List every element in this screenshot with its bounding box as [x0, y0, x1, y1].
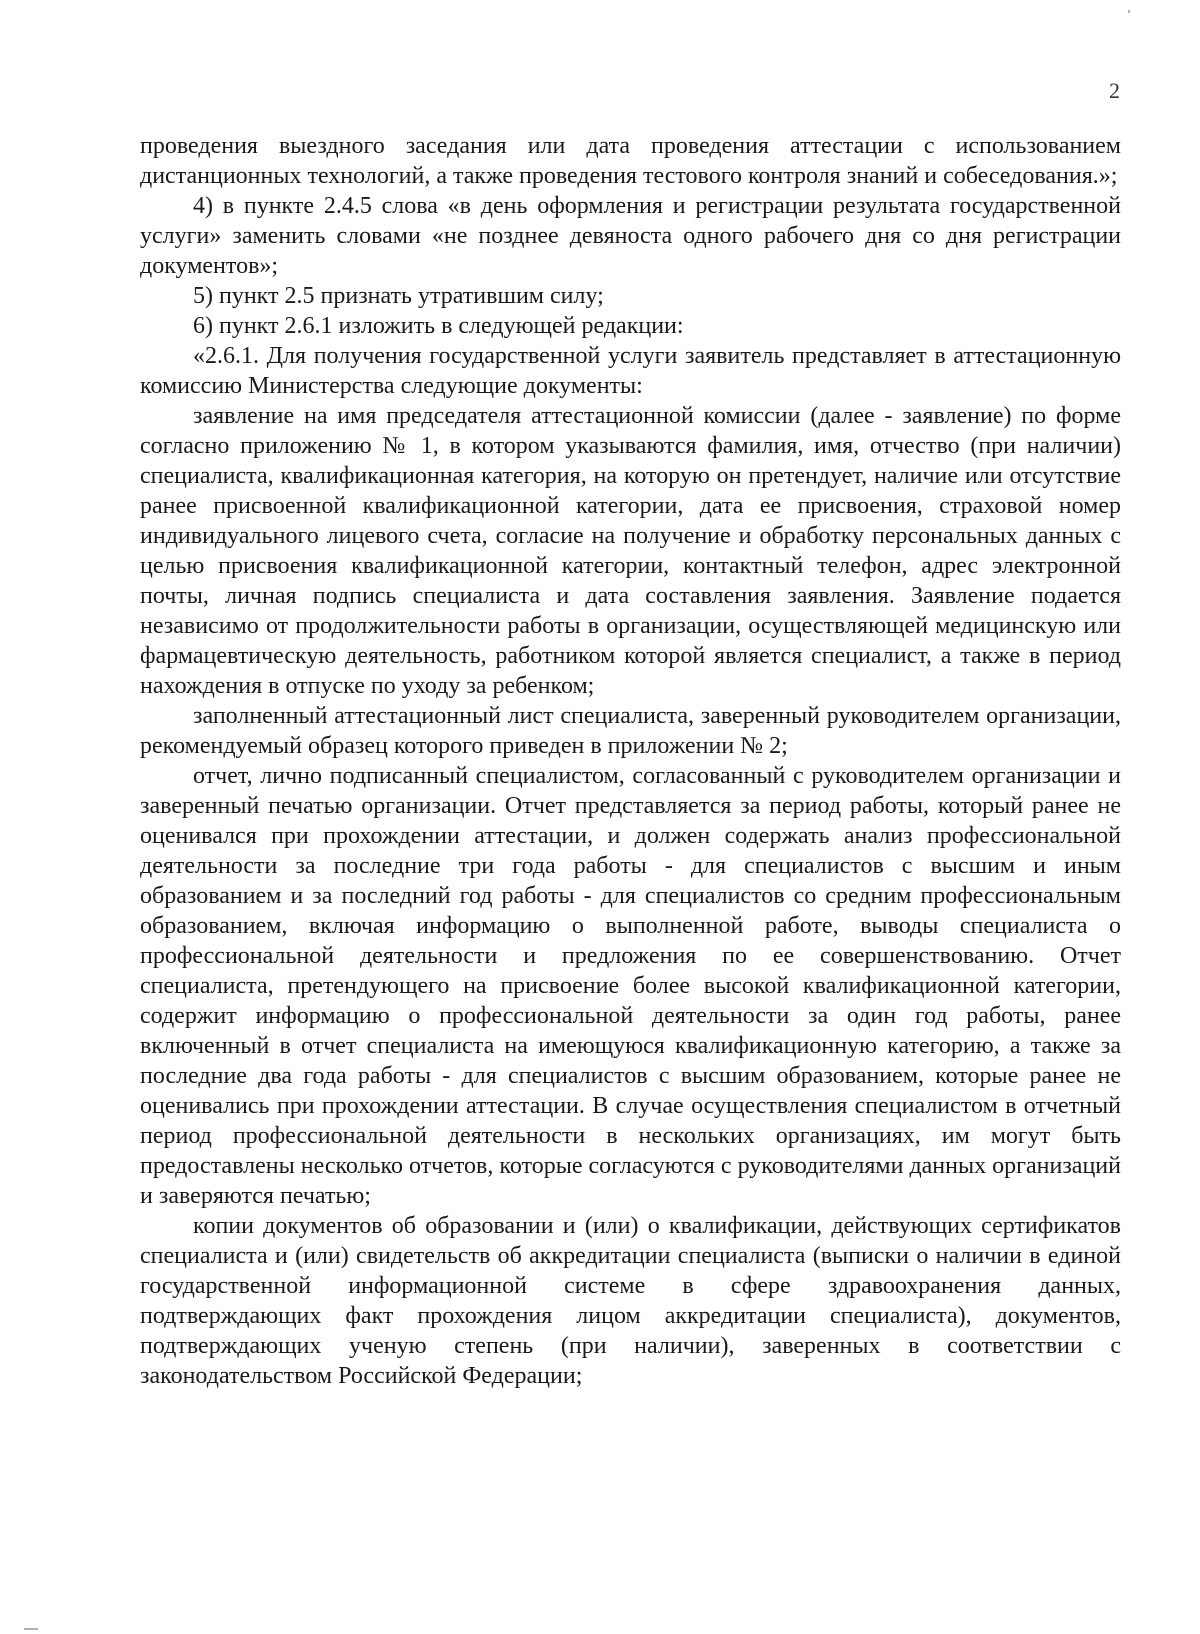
- page-number: 2: [1109, 78, 1120, 103]
- paragraph-item-5: 5) пункт 2.5 признать утратившим силу;: [193, 283, 604, 309]
- paragraph-item-6: 6) пункт 2.6.1 изложить в следующей редакции:: [193, 313, 684, 339]
- paragraph-continuation: проведения выездного заседания или дата проведения аттестации с использованием дистанционных технологий, а также проведения тестового контроля знаний и собеседования.»;: [140, 133, 1121, 189]
- paragraph-application: заявление на имя председателя аттестационной комиссии (далее - заявление) по форме согласно приложению № 1, в котором указываются фамилия, имя, отчество (при наличии) специалиста, квалификационная категория, на которую он претендует, наличие или отсутствие ранее присвоенной квалификационной категории, дата ее присвоения, страховой номер индивидуального лицевого счета, согласие на получение и обработку персональных данных с целью присвоения квалификационной категории, контактный телефон, адрес электронной почты, личная подпись специалиста и дата составления заявления. Заявление подается независимо от продолжительности работы в организации, осуществляющей медицинскую или фармацевтическую деятельность, работником которой является специалист, а также в период нахождения в отпуске по уходу за ребенком;: [140, 403, 1121, 699]
- scan-speck-bottom-left: [24, 1628, 38, 1630]
- paragraph-report: отчет, лично подписанный специалистом, согласованный с руководителем организации и заверенный печатью организации. Отчет представляется за период работы, который ранее не оценивался при прохождении аттестации, и должен содержать анализ профессиональной деятельности за последние три года работы - для специалистов с высшим и иным образованием и за последний год работы - для специалистов со средним профессиональным образованием, включая информацию о выполненной работе, выводы специалиста о профессиональной деятельности и предложения по ее совершенствованию. Отчет специалиста, претендующего на присвоение более высокой квалификационной категории, содержит информацию о профессиональной деятельности за один год работы, ранее включенный в отчет специалиста на имеющуюся квалификационную категорию, а также за последние два года работы - для специалистов с высшим образованием, которые ранее не оценивались при прохождении аттестации. В случае осуществления специалистом в отчетный период профессиональной деятельности в нескольких организациях, им могут быть предоставлены несколько отчетов, которые согласуются с руководителями данных организаций и заверяются печатью;: [140, 763, 1121, 1209]
- paragraph-item-4: 4) в пункте 2.4.5 слова «в день оформления и регистрации результата государственной услуги» заменить словами «не позднее девяноста одного рабочего дня со дня регистрации документов»;: [140, 193, 1121, 279]
- scan-speck-top-right: [1128, 10, 1130, 13]
- paragraph-clause-2-6-1: «2.6.1. Для получения государственной услуги заявитель представляет в аттестационную комиссию Министерства следующие документы:: [140, 343, 1121, 399]
- paragraph-document-copies: копии документов об образовании и (или) о квалификации, действующих сертификатов специалиста и (или) свидетельств об аккредитации специалиста (выписки о наличии в единой государственной информационной системе в сфере здравоохранения данных, подтверждающих факт прохождения лицом аккредитации специалиста), документов, подтверждающих ученую степень (при наличии), заверенных в соответствии с законодательством Российской Федерации;: [140, 1213, 1121, 1389]
- document-body: [140, 131, 1121, 1391]
- paragraph-attestation-sheet: заполненный аттестационный лист специалиста, заверенный руководителем организации, рекомендуемый образец которого приведен в приложении № 2;: [140, 703, 1121, 759]
